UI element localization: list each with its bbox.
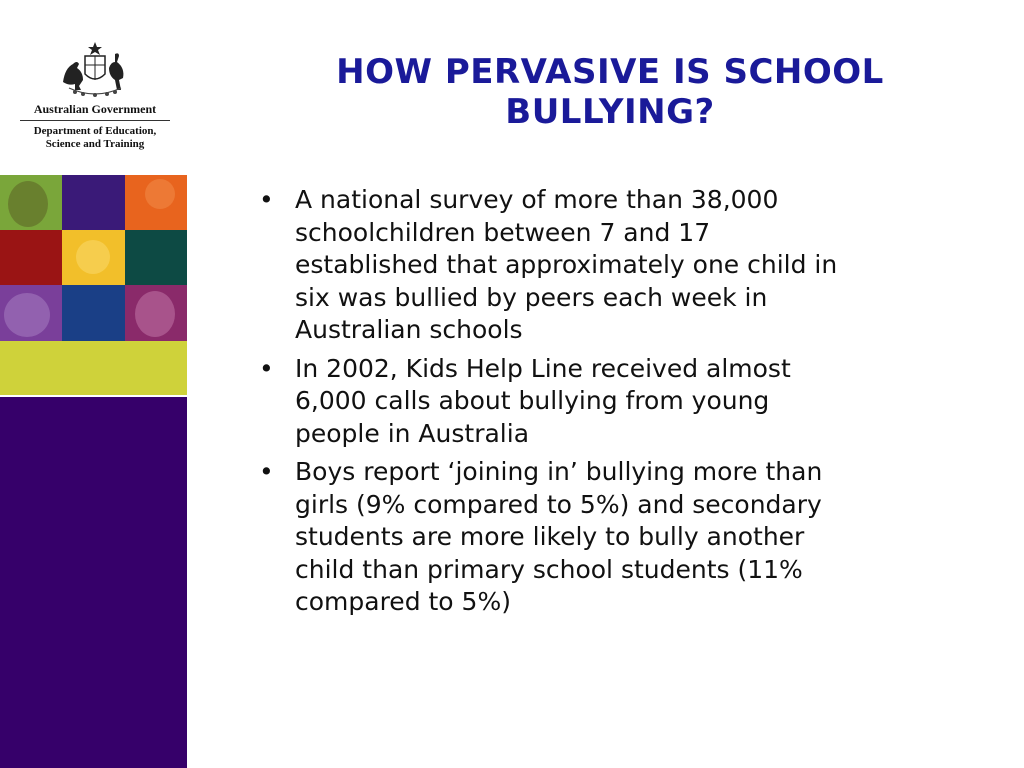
photo-mosaic [0, 175, 187, 341]
department-name-line-1: Department of Education, [33, 125, 157, 137]
mosaic-tile [62, 175, 125, 230]
bullet-text-line: students are more likely to bully another [295, 522, 805, 551]
bullet-text-line: girls (9% compared to 5%) and secondary [295, 489, 822, 519]
mosaic-tile [62, 230, 125, 285]
bullet-icon: • [259, 457, 274, 486]
mosaic-tile [0, 230, 62, 285]
bullet-text-line: Australian schools [295, 315, 523, 344]
department-name-line-2: Science and Training [45, 138, 145, 150]
mosaic-tile [62, 285, 125, 341]
mosaic-tile [125, 230, 187, 285]
bullet-text-line: compared to 5%) [295, 587, 511, 616]
slide-title [250, 52, 970, 132]
bullet-text-line: six was bullied by peers each week in [295, 282, 768, 312]
bullet-text-line: Boys report ‘joining in’ bullying more than [295, 457, 823, 486]
mosaic-tile [125, 175, 187, 230]
bullet-text-line: child than primary school students (11% [295, 554, 803, 584]
bullet-item [255, 353, 955, 451]
mosaic-tile [125, 285, 187, 341]
slide-title-line: BULLYING? [505, 92, 715, 132]
bullet-item [255, 184, 955, 347]
sidebar [0, 0, 187, 768]
sidebar-purple-band [0, 397, 187, 768]
bullet-list [255, 184, 955, 625]
government-logo [20, 40, 170, 160]
bullet-text-line: schoolchildren between 7 and 17 [295, 217, 711, 247]
bullet-text-line: A national survey of more than 38,000 [295, 185, 779, 214]
mosaic-tile [0, 175, 62, 230]
bullet-text-line: 6,000 calls about bullying from young [295, 386, 770, 415]
bullet-text-line: In 2002, Kids Help Line received almost [295, 353, 791, 383]
sidebar-lime-band [0, 341, 187, 395]
slide-title-line: HOW PERVASIVE IS SCHOOL [336, 52, 884, 92]
bullet-item [255, 456, 955, 619]
bullet-icon: • [259, 353, 274, 383]
mosaic-tile [0, 285, 62, 341]
coat-of-arms-icon [55, 40, 135, 98]
government-name: Australian Government [20, 102, 170, 121]
bullet-text-line: established that approximately one child in [295, 250, 838, 279]
bullet-text-line: people in Australia [295, 418, 530, 448]
bullet-icon: • [259, 185, 274, 214]
